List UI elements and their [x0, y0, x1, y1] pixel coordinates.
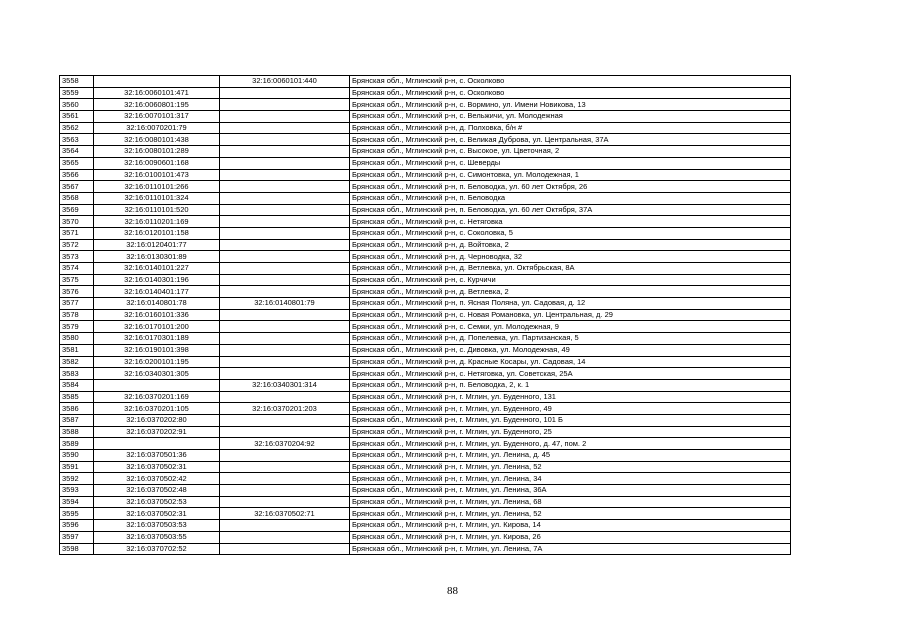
cadastral-number-cell: 32:16:0110101:266: [94, 181, 220, 193]
address-cell: Брянская обл., Мглинский р-н, п. Беловодка, ул. 60 лет Октября, 37А: [350, 204, 791, 216]
table-row: [60, 204, 791, 216]
cadastral-number-secondary-cell: [220, 239, 350, 251]
cadastral-number-secondary-cell: [220, 134, 350, 146]
row-number-cell: 3574: [60, 263, 94, 275]
row-number-cell: 3571: [60, 227, 94, 239]
address-cell: Брянская обл., Мглинский р-н, с. Высокое, ул. Цветочная, 2: [350, 146, 791, 158]
cadastral-number-secondary-cell: [220, 111, 350, 123]
cadastral-number-secondary-cell: 32:16:0140801:79: [220, 298, 350, 310]
cadastral-number-secondary-cell: [220, 333, 350, 345]
address-cell: Брянская обл., Мглинский р-н, г. Мглин, ул. Ленина, д. 45: [350, 450, 791, 462]
cadastral-number-secondary-cell: [220, 531, 350, 543]
cadastral-number-cell: 32:16:0370201:105: [94, 403, 220, 415]
address-cell: Брянская обл., Мглинский р-н, г. Мглин, ул. Буденного, 25: [350, 426, 791, 438]
table-row: [60, 216, 791, 228]
address-cell: Брянская обл., Мглинский р-н, п. Ясная Поляна, ул. Садовая, д. 12: [350, 298, 791, 310]
table-row: [60, 298, 791, 310]
cadastral-number-cell: 32:16:0370502:31: [94, 461, 220, 473]
cadastral-number-cell: 32:16:0110201:169: [94, 216, 220, 228]
row-number-cell: 3570: [60, 216, 94, 228]
table-row: [60, 531, 791, 543]
cadastral-number-secondary-cell: [220, 146, 350, 158]
cadastral-number-secondary-cell: [220, 426, 350, 438]
table-row: [60, 227, 791, 239]
row-number-cell: 3583: [60, 368, 94, 380]
table-row: [60, 111, 791, 123]
cadastral-number-secondary-cell: [220, 450, 350, 462]
cadastral-number-cell: 32:16:0370503:53: [94, 520, 220, 532]
row-number-cell: 3573: [60, 251, 94, 263]
cadastral-number-cell: 32:16:0100101:473: [94, 169, 220, 181]
cadastral-number-cell: 32:16:0170101:200: [94, 321, 220, 333]
row-number-cell: 3572: [60, 239, 94, 251]
cadastral-number-secondary-cell: [220, 485, 350, 497]
address-cell: Брянская обл., Мглинский р-н, д. Красные Косары, ул. Садовая, 14: [350, 356, 791, 368]
address-cell: Брянская обл., Мглинский р-н, с. Нетяговка, ул. Советская, 25А: [350, 368, 791, 380]
address-cell: Брянская обл., Мглинский р-н, г. Мглин, ул. Ленина, 68: [350, 496, 791, 508]
address-cell: Брянская обл., Мглинский р-н, г. Мглин, ул. Ленина, 52: [350, 461, 791, 473]
table-row: [60, 263, 791, 275]
cadastral-number-cell: 32:16:0190101:398: [94, 344, 220, 356]
address-cell: Брянская обл., Мглинский р-н, с. Соколовка, 5: [350, 227, 791, 239]
cadastral-number-cell: 32:16:0370502:42: [94, 473, 220, 485]
cadastral-number-cell: 32:16:0070201:79: [94, 122, 220, 134]
table-row: [60, 134, 791, 146]
cadastral-number-secondary-cell: 32:16:0060101:440: [220, 76, 350, 88]
table-row: [60, 181, 791, 193]
cadastral-number-cell: [94, 379, 220, 391]
row-number-cell: 3566: [60, 169, 94, 181]
cadastral-number-cell: 32:16:0140401:177: [94, 286, 220, 298]
table-row: [60, 76, 791, 88]
cadastral-number-cell: 32:16:0070101:317: [94, 111, 220, 123]
cadastral-number-cell: 32:16:0370702:52: [94, 543, 220, 555]
cadastral-number-cell: 32:16:0200101:195: [94, 356, 220, 368]
table-row: [60, 321, 791, 333]
cadastral-number-secondary-cell: 32:16:0370502:71: [220, 508, 350, 520]
table-row: [60, 543, 791, 555]
cadastral-number-secondary-cell: [220, 496, 350, 508]
row-number-cell: 3584: [60, 379, 94, 391]
table-row: [60, 520, 791, 532]
cadastral-number-cell: 32:16:0130301:89: [94, 251, 220, 263]
address-cell: Брянская обл., Мглинский р-н, д. Черноводка, 32: [350, 251, 791, 263]
cadastral-number-secondary-cell: [220, 274, 350, 286]
address-cell: Брянская обл., Мглинский р-н, д. Ветлевка, 2: [350, 286, 791, 298]
cadastral-number-secondary-cell: [220, 181, 350, 193]
address-cell: Брянская обл., Мглинский р-н, с. Шеверды: [350, 157, 791, 169]
table-row: [60, 379, 791, 391]
cadastral-number-secondary-cell: [220, 122, 350, 134]
cadastral-number-secondary-cell: [220, 216, 350, 228]
cadastral-number-cell: 32:16:0370202:80: [94, 414, 220, 426]
cadastral-number-cell: 32:16:0340301:305: [94, 368, 220, 380]
table-row: [60, 461, 791, 473]
cadastral-number-secondary-cell: [220, 169, 350, 181]
cadastral-number-cell: 32:16:0110101:324: [94, 192, 220, 204]
cadastral-number-secondary-cell: [220, 309, 350, 321]
address-cell: Брянская обл., Мглинский р-н, г. Мглин, ул. Кирова, 14: [350, 520, 791, 532]
address-cell: Брянская обл., Мглинский р-н, г. Мглин, ул. Буденного, д. 47, пом. 2: [350, 438, 791, 450]
row-number-cell: 3590: [60, 450, 94, 462]
address-cell: Брянская обл., Мглинский р-н, г. Мглин, ул. Буденного, 49: [350, 403, 791, 415]
table-row: [60, 496, 791, 508]
cadastral-number-secondary-cell: [220, 263, 350, 275]
row-number-cell: 3562: [60, 122, 94, 134]
row-number-cell: 3589: [60, 438, 94, 450]
address-cell: Брянская обл., Мглинский р-н, г. Мглин, ул. Ленина, 34: [350, 473, 791, 485]
row-number-cell: 3565: [60, 157, 94, 169]
row-number-cell: 3564: [60, 146, 94, 158]
cadastral-number-cell: 32:16:0060801:195: [94, 99, 220, 111]
table-row: [60, 286, 791, 298]
cadastral-number-cell: 32:16:0170301:189: [94, 333, 220, 345]
address-cell: Брянская обл., Мглинский р-н, г. Мглин, ул. Буденного, 131: [350, 391, 791, 403]
cadastral-number-secondary-cell: 32:16:0340301:314: [220, 379, 350, 391]
row-number-cell: 3586: [60, 403, 94, 415]
cadastral-number-cell: 32:16:0370503:55: [94, 531, 220, 543]
row-number-cell: 3559: [60, 87, 94, 99]
table-row: [60, 391, 791, 403]
table-row: [60, 438, 791, 450]
cadastral-number-secondary-cell: [220, 461, 350, 473]
table-row: [60, 192, 791, 204]
address-cell: Брянская обл., Мглинский р-н, с. Дивовка, ул. Молодежная, 49: [350, 344, 791, 356]
table-row: [60, 309, 791, 321]
row-number-cell: 3563: [60, 134, 94, 146]
row-number-cell: 3587: [60, 414, 94, 426]
row-number-cell: 3598: [60, 543, 94, 555]
cadastral-number-cell: 32:16:0160101:336: [94, 309, 220, 321]
table-row: [60, 157, 791, 169]
cadastral-number-cell: 32:16:0080101:289: [94, 146, 220, 158]
cadastral-number-secondary-cell: [220, 157, 350, 169]
cadastral-number-secondary-cell: [220, 227, 350, 239]
cadastral-number-secondary-cell: [220, 321, 350, 333]
cadastral-number-cell: 32:16:0370501:36: [94, 450, 220, 462]
address-cell: Брянская обл., Мглинский р-н, с. Курчичи: [350, 274, 791, 286]
cadastral-number-cell: [94, 438, 220, 450]
address-cell: Брянская обл., Мглинский р-н, г. Мглин, ул. Ленина, 7А: [350, 543, 791, 555]
table-row: [60, 356, 791, 368]
table-row: [60, 122, 791, 134]
row-number-cell: 3575: [60, 274, 94, 286]
cadastral-number-secondary-cell: 32:16:0370201:203: [220, 403, 350, 415]
table-body: [60, 76, 791, 555]
row-number-cell: 3578: [60, 309, 94, 321]
cadastral-number-secondary-cell: [220, 251, 350, 263]
cadastral-number-cell: 32:16:0140101:227: [94, 263, 220, 275]
cadastral-number-cell: 32:16:0140801:78: [94, 298, 220, 310]
cadastral-number-cell: [94, 76, 220, 88]
row-number-cell: 3577: [60, 298, 94, 310]
address-cell: Брянская обл., Мглинский р-н, г. Мглин, ул. Кирова, 26: [350, 531, 791, 543]
row-number-cell: 3579: [60, 321, 94, 333]
table-row: [60, 333, 791, 345]
page-number: 88: [447, 585, 458, 597]
table-row: [60, 426, 791, 438]
cadastral-number-cell: 32:16:0080101:438: [94, 134, 220, 146]
address-cell: Брянская обл., Мглинский р-н, г. Мглин, ул. Ленина, 36А: [350, 485, 791, 497]
cadastral-number-cell: 32:16:0370502:48: [94, 485, 220, 497]
address-cell: Брянская обл., Мглинский р-н, г. Мглин, ул. Буденного, 101 Б: [350, 414, 791, 426]
row-number-cell: 3560: [60, 99, 94, 111]
cadastral-number-secondary-cell: [220, 520, 350, 532]
row-number-cell: 3585: [60, 391, 94, 403]
row-number-cell: 3581: [60, 344, 94, 356]
cadastral-number-cell: 32:16:0090601:168: [94, 157, 220, 169]
table-row: [60, 239, 791, 251]
cadastral-number-secondary-cell: [220, 99, 350, 111]
address-cell: Брянская обл., Мглинский р-н, с. Симонтовка, ул. Молодежная, 1: [350, 169, 791, 181]
table-row: [60, 414, 791, 426]
cadastral-number-secondary-cell: [220, 414, 350, 426]
cadastral-number-cell: 32:16:0120101:158: [94, 227, 220, 239]
cadastral-number-cell: 32:16:0120401:77: [94, 239, 220, 251]
address-cell: Брянская обл., Мглинский р-н, с. Вормино, ул. Имени Новикова, 13: [350, 99, 791, 111]
table-row: [60, 508, 791, 520]
address-cell: Брянская обл., Мглинский р-н, с. Семки, ул. Молодежная, 9: [350, 321, 791, 333]
cadastral-number-cell: 32:16:0370502:31: [94, 508, 220, 520]
cadastral-number-secondary-cell: [220, 473, 350, 485]
table-row: [60, 485, 791, 497]
cadastral-number-secondary-cell: [220, 368, 350, 380]
row-number-cell: 3568: [60, 192, 94, 204]
table-row: [60, 368, 791, 380]
cadastral-number-cell: 32:16:0370201:169: [94, 391, 220, 403]
address-cell: Брянская обл., Мглинский р-н, д. Ветлевка, ул. Октябрьская, 8А: [350, 263, 791, 275]
address-cell: Брянская обл., Мглинский р-н, г. Мглин, ул. Ленина, 52: [350, 508, 791, 520]
row-number-cell: 3576: [60, 286, 94, 298]
address-cell: Брянская обл., Мглинский р-н, д. Войтовка, 2: [350, 239, 791, 251]
cadastral-number-secondary-cell: [220, 344, 350, 356]
table-row: [60, 169, 791, 181]
address-cell: Брянская обл., Мглинский р-н, д. Попелевка, ул. Партизанская, 5: [350, 333, 791, 345]
row-number-cell: 3595: [60, 508, 94, 520]
cadastral-number-secondary-cell: [220, 356, 350, 368]
address-cell: Брянская обл., Мглинский р-н, п. Беловодка, ул. 60 лет Октября, 26: [350, 181, 791, 193]
row-number-cell: 3597: [60, 531, 94, 543]
address-cell: Брянская обл., Мглинский р-н, с. Вельжичи, ул. Молодежная: [350, 111, 791, 123]
table-row: [60, 473, 791, 485]
cadastral-number-cell: 32:16:0370202:91: [94, 426, 220, 438]
row-number-cell: 3592: [60, 473, 94, 485]
address-cell: Брянская обл., Мглинский р-н, п. Беловодка, 2, к. 1: [350, 379, 791, 391]
table-row: [60, 99, 791, 111]
row-number-cell: 3588: [60, 426, 94, 438]
table-row: [60, 146, 791, 158]
cadastral-number-secondary-cell: [220, 391, 350, 403]
cadastral-table: [59, 75, 791, 555]
table-row: [60, 274, 791, 286]
address-cell: Брянская обл., Мглинский р-н, с. Нетяговка: [350, 216, 791, 228]
address-cell: Брянская обл., Мглинский р-н, с. Осколково: [350, 87, 791, 99]
row-number-cell: 3558: [60, 76, 94, 88]
cadastral-number-secondary-cell: [220, 192, 350, 204]
cadastral-number-secondary-cell: 32:16:0370204:92: [220, 438, 350, 450]
cadastral-number-secondary-cell: [220, 87, 350, 99]
address-cell: Брянская обл., Мглинский р-н, с. Великая Дуброва, ул. Центральная, 37А: [350, 134, 791, 146]
address-cell: Брянская обл., Мглинский р-н, с. Новая Романовка, ул. Центральная, д. 29: [350, 309, 791, 321]
row-number-cell: 3594: [60, 496, 94, 508]
cadastral-number-secondary-cell: [220, 204, 350, 216]
table-row: [60, 344, 791, 356]
cadastral-number-cell: 32:16:0060101:471: [94, 87, 220, 99]
cadastral-number-cell: 32:16:0370502:53: [94, 496, 220, 508]
table-row: [60, 403, 791, 415]
row-number-cell: 3580: [60, 333, 94, 345]
address-cell: Брянская обл., Мглинский р-н, д. Полховка, б/н #: [350, 122, 791, 134]
row-number-cell: 3569: [60, 204, 94, 216]
row-number-cell: 3596: [60, 520, 94, 532]
cadastral-number-secondary-cell: [220, 543, 350, 555]
row-number-cell: 3593: [60, 485, 94, 497]
cadastral-number-cell: 32:16:0110101:520: [94, 204, 220, 216]
address-cell: Брянская обл., Мглинский р-н, с. Осколково: [350, 76, 791, 88]
table-row: [60, 450, 791, 462]
cadastral-number-secondary-cell: [220, 286, 350, 298]
table-row: [60, 251, 791, 263]
row-number-cell: 3567: [60, 181, 94, 193]
table-row: [60, 87, 791, 99]
row-number-cell: 3582: [60, 356, 94, 368]
cadastral-number-cell: 32:16:0140301:196: [94, 274, 220, 286]
row-number-cell: 3561: [60, 111, 94, 123]
row-number-cell: 3591: [60, 461, 94, 473]
address-cell: Брянская обл., Мглинский р-н, п. Беловодка: [350, 192, 791, 204]
